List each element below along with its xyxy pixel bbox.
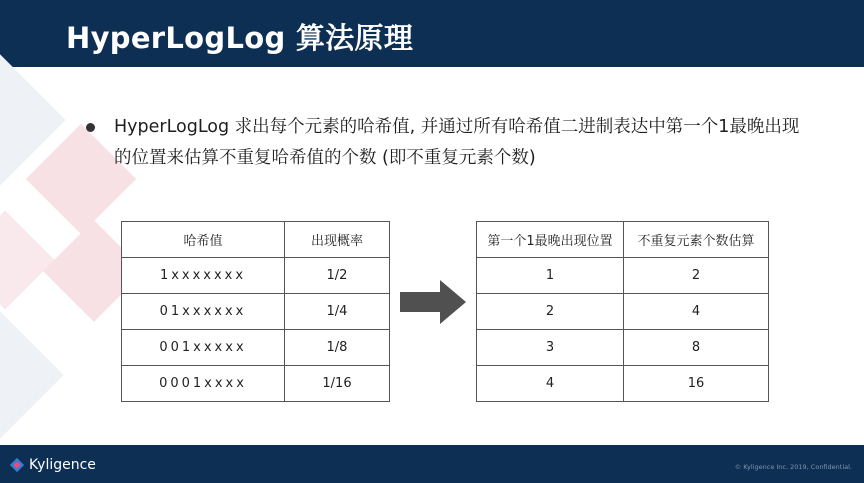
table-row [477, 330, 769, 366]
table-cell: 001xxxxx [122, 330, 285, 366]
table-row [477, 294, 769, 330]
table-row [477, 366, 769, 402]
table-cell: 3 [477, 330, 624, 366]
table-cell: 1/2 [285, 258, 390, 294]
table-row [477, 258, 769, 294]
table-cell: 4 [624, 294, 769, 330]
table-cell: 1 [477, 258, 624, 294]
table-row [122, 366, 390, 402]
kyligence-logo-icon [9, 457, 25, 473]
logo-text: Kyligence [29, 457, 96, 473]
column-header: 出现概率 [285, 222, 390, 258]
table-cell: 1/16 [285, 366, 390, 402]
position-estimate-table [476, 221, 769, 402]
table-row [122, 258, 390, 294]
table-row [122, 294, 390, 330]
page-title: HyperLogLog 算法原理 [66, 21, 414, 55]
table-cell: 8 [624, 330, 769, 366]
column-header: 哈希值 [122, 222, 285, 258]
copyright-text: © Kyligence Inc. 2019, Confidential. [734, 463, 852, 471]
table-header-row [477, 222, 769, 258]
table-cell: 2 [624, 258, 769, 294]
table-cell: 0001xxxx [122, 366, 285, 402]
table-cell: 4 [477, 366, 624, 402]
bullet-dot [86, 123, 95, 132]
table-cell: 2 [477, 294, 624, 330]
kyligence-logo [9, 457, 96, 473]
table-header-row [122, 222, 390, 258]
table-cell: 01xxxxxx [122, 294, 285, 330]
table-cell: 1xxxxxxx [122, 258, 285, 294]
column-header: 不重复元素个数估算 [624, 222, 769, 258]
table-cell: 16 [624, 366, 769, 402]
column-header: 第一个1最晚出现位置 [477, 222, 624, 258]
right-arrow-icon [400, 278, 466, 326]
table-cell: 1/4 [285, 294, 390, 330]
table-cell: 1/8 [285, 330, 390, 366]
table-row [122, 330, 390, 366]
decor-diamond-blue [0, 311, 64, 438]
bullet-text: HyperLogLog 求出每个元素的哈希值, 并通过所有哈希值二进制表达中第一个1最晚出现的位置来估算不重复哈希值的个数 (即不重复元素个数) [114, 117, 800, 168]
decor-diamond-pink [0, 211, 54, 310]
hash-probability-table [121, 221, 390, 402]
